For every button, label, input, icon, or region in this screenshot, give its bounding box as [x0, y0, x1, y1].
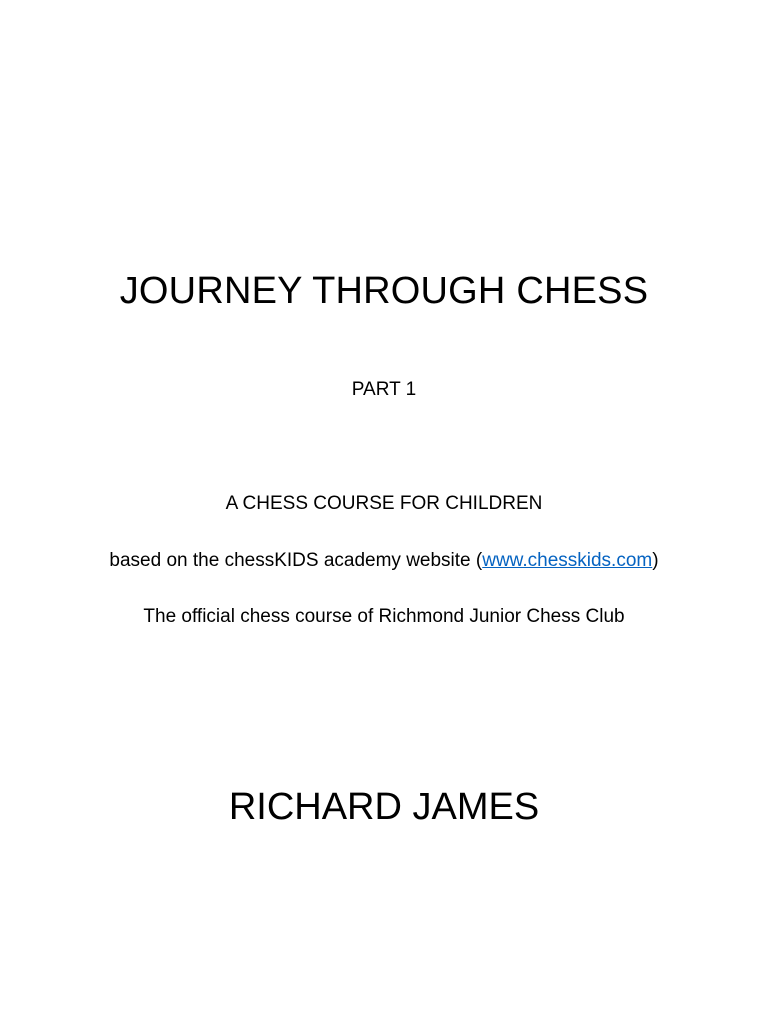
chesskids-website-link[interactable]: www.chesskids.com: [482, 550, 653, 571]
course-description: A CHESS COURSE FOR CHILDREN: [225, 493, 543, 514]
official-course-text: The official chess course of Richmond Junior Chess Club: [143, 606, 625, 627]
based-on-suffix: ): [652, 550, 659, 571]
author-name: RICHARD JAMES: [228, 786, 540, 828]
document-title: JOURNEY THROUGH CHESS: [119, 270, 649, 312]
part-label: PART 1: [351, 379, 417, 400]
based-on-prefix: based on the chessKIDS academy website (: [109, 550, 483, 571]
based-on-line: [0, 551, 768, 570]
